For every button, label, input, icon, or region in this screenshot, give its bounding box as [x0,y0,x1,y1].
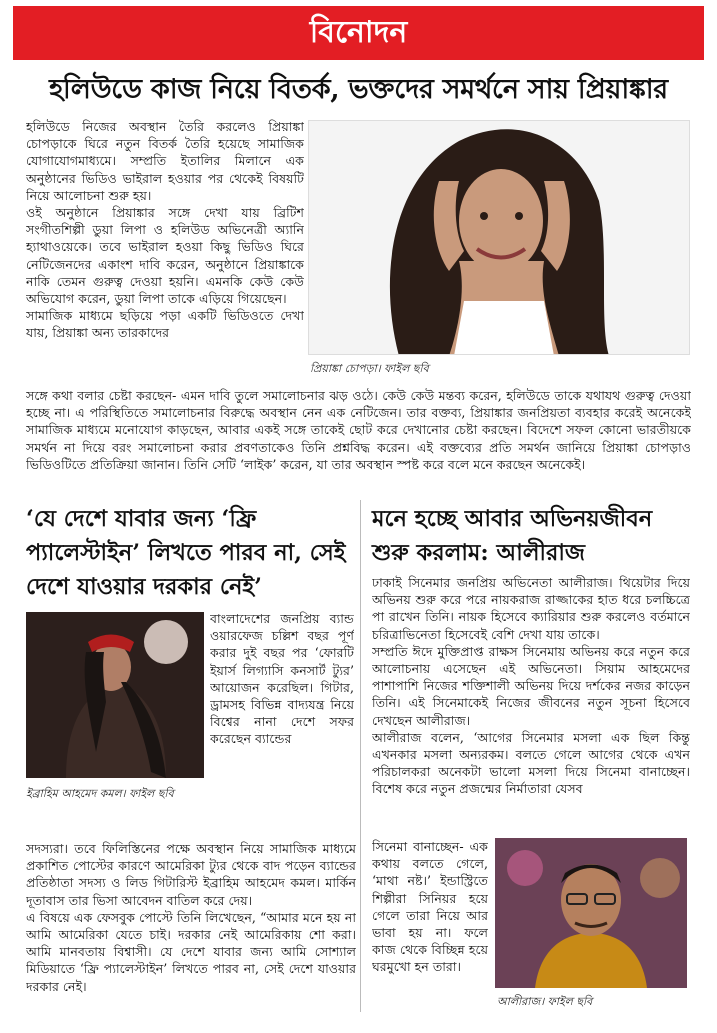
article1-paragraph: হলিউডে নিজের অবস্থান তৈরি করলেও প্রিয়াঙ্কা চোপড়াকে ঘিরে নতুন বিতর্ক তৈরি হয়েছে সামাজিক যোগাযোগমাধ্যমে। সম্প্রতি ইতালির মিলানে এক অনুষ্ঠানের ভিডিও ভাইরাল হওয়ার পর থেকেই বিষয়টি নিয়ে আলোচনা শুরু হয়। [26,119,304,203]
article3-paragraph: আলীরাজ বলেন, ‘আগের সিনেমার মসলা এক ছিল কিন্তু এখনকার মসলা অন্যরকম। বলতে গেলে আগের থেকে এখন পরিচালকরা অনেকটা ভালো মসলা দিয়ে সিনেমা বানাচ্ছেন। বিশেষ করে নতুন প্রজন্মের নির্মাতারা যেসব [372,729,690,797]
article1-paragraph: সঙ্গে কথা বলার চেষ্টা করছেন- এমন দাবি তুলে সমালোচনার ঝড় ওঠে। কেউ কেউ মন্তব্য করেন, হলিউডে তাকে যথাযথ গুরুত্ব দেওয়া হচ্ছে না। এ পরিস্থিতিতে সমালোচনার বিরুদ্ধে অবস্থান নেন এক নেটিজেন। তার বক্তব্য, প্রিয়াঙ্কার জনপ্রিয়তা ব্যবহার করেই অনেকেই সামাজিক মাধ্যমে মনোযোগ কাড়ছেন, আবার একই সঙ্গে তাকেই ছোট করে দেখানোর চেষ্টা করছেন। বিদেশে সফল কোনো ভারতীয়কে সমর্থন না দিয়ে বরং সমালোচনা করার প্রবণতাকেও তিনি প্রশ্নবিদ্ধ করেন। এই বক্তব্যের প্রতি সমর্থন জানিয়ে প্রিয়াঙ্কা চোপড়াও ভিডিওটিতে প্রতিক্রিয়া জানান। তিনি সেটি ‘লাইক’ করেন, যা তার অবস্থান স্পষ্ট করে বলে মনে করছেন অনেকেই। [26,388,691,472]
article1-paragraph: ওই অনুষ্ঠানে প্রিয়াঙ্কার সঙ্গে দেখা যায় ব্রিটিশ সংগীতশিল্পী ডুয়া লিপা ও হলিউড অভিনেত্রী অ্যানি হ্যাথাওয়েকে। তবে ভাইরাল হওয়া কিছু ভিডিও ঘিরে নেটিজেনদের একাংশ দাবি করেন, অনুষ্ঠানে প্রিয়াঙ্কাকে নাকি তেমন গুরুত্ব দেওয়া হয়নি। এমনকি কেউ কেউ অভিযোগ করেন, ডুয়া লিপা তাকে এড়িয়ে গিয়েছেন। [26,205,304,307]
article2-headline: ‘যে দেশে যাবার জন্য ‘ফ্রি প্যালেস্টাইন’ লিখতে পারব না, সেই দেশে যাওয়ার দরকার নেই’ [26,506,346,600]
article1-headline: হলিউডে কাজ নিয়ে বিতর্ক, ভক্তদের সমর্থনে সায় প্রিয়াঙ্কার [49,74,668,105]
article2-paragraph: বাংলাদেশের জনপ্রিয় ব্যান্ড ওয়ারফেজ চল্লিশ বছর পূর্ণ করার দুই বছর পর ‘ফোরটি ইয়ার্স লিগ্যাসি কনসার্ট ট্যুর’ আয়োজন করেছিল। গিটার, ড্রামসহ বিভিন্ন বাদ্যযন্ত্র নিয়ে বিশ্বের নানা দেশে সফর করেছেন ব্যান্ডের [210,611,354,747]
article3-body-left [372,838,488,1018]
aliraj-photo [495,838,687,988]
article3-paragraph: সিনেমা বানাচ্ছেন- এক কথায় বলতে গেলে, ‘মাথা নষ্ট।’ ইন্ডাস্ট্রিতে শিল্পীরা সিনিয়র হয়ে গেলে তারা নিয়ে আর ভাবা হয় না। ফলে কাজ থেকে বিচ্ছিন্ন হয়ে ঘরমুখো হন তারা। [372,839,488,975]
article2-body-right [210,610,354,842]
article1-body-bottom [26,387,691,495]
priyanka-photo [308,120,690,355]
article3-paragraph: ঢাকাই সিনেমার জনপ্রিয় অভিনেতা আলীরাজ। থিয়েটার দিয়ে অভিনয় শুরু করে পরে নায়করাজ রাজ্জাকের হাত ধরে চলচ্চিত্রে পা রাখেন তিনি। নায়ক হিসেবে ক্যারিয়ার শুরু করলেও বর্তমানে চরিত্রাভিনেতা হিসেবেই বেশি দেখা যায় তাকে। [372,575,690,642]
article2-body-bottom [26,840,356,1015]
section-banner: বিনোদন [13,6,704,60]
article2-photo-caption: ইব্রাহিম আহমেদ কমল। ফাইল ছবি [26,787,174,800]
article3-paragraph: সম্প্রতি ঈদে মুক্তিপ্রাপ্ত রাক্ষস সিনেমায় অভিনয় করে নতুন করে আলোচনায় এসেছেন এই অভিনেতা। সিয়াম আহমেদের পাশাপাশি নিজের শক্তিশালী অভিনয় দিয়ে দর্শকের নজর কাড়েন তিনি। এই সিনেমাকেই নিজের জীবনের নতুন সূচনা হিসেবে দেখছেন আলীরাজ। [372,643,690,728]
article3-body-top [372,574,690,838]
article1-body-top [26,118,304,386]
article2-paragraph: এ বিষয়ে এক ফেসবুক পোস্টে তিনি লিখেছেন, “আমার মনে হয় না আমি আমেরিকা যেতে চাই। দরকার নেই আমেরিকায় শো করা। আমি মানবতায় বিশ্বাসী। যে দেশে যাবার জন্য আমি সোশ্যাল মিডিয়াতে ‘ফ্রি প্যালেস্টাইন’ লিখতে পারব না, সেই দেশে যাওয়ার দরকার নেই। [26,909,356,994]
column-divider [360,500,361,1012]
article3-photo-caption: আলীরাজ। ফাইল ছবি [497,995,593,1008]
article1-paragraph: সামাজিক মাধ্যমে ছড়িয়ে পড়া একটি ভিডিওতে দেখা যায়, প্রিয়াঙ্কা অন্য তারকাদের [26,308,304,341]
article1-photo-caption: প্রিয়াঙ্কা চোপড়া। ফাইল ছবি [310,362,429,375]
kamal-photo [26,612,204,778]
article2-paragraph: সদস্যরা। তবে ফিলিস্তিনের পক্ষে অবস্থান নিয়ে সামাজিক মাধ্যমে প্রকাশিত পোস্টের কারণে আমেরিকা ট্যুর থেকে বাদ পড়েন ব্যান্ডের প্রতিষ্ঠাতা সদস্য ও লিড গিটারিস্ট ইব্রাহিম আহমেদ কমল। মার্কিন দূতাবাস তার ভিসা আবেদন বাতিল করে দেয়। [26,841,356,908]
article3-headline: মনে হচ্ছে আবার অভিনয়জীবন শুরু করলাম: আলীরাজ [372,506,653,566]
